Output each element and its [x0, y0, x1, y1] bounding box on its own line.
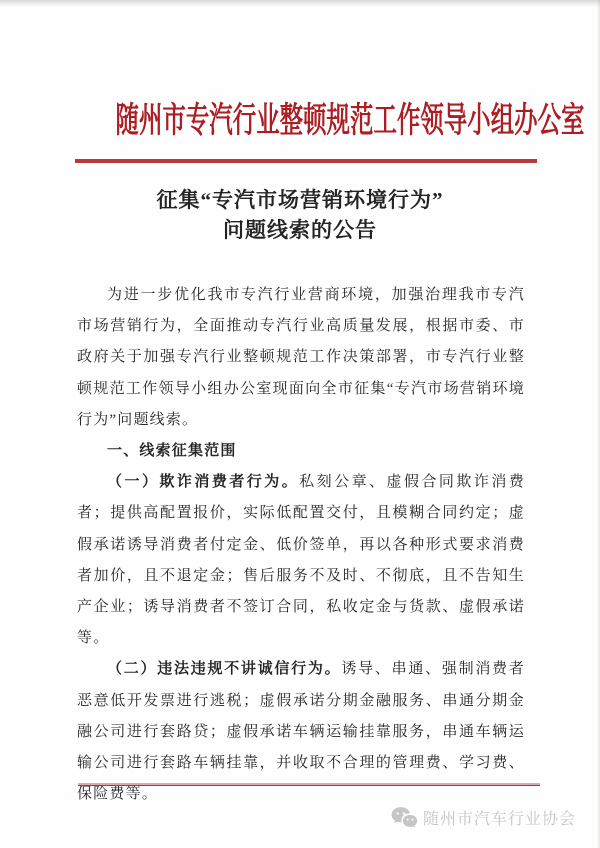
letterhead-text: 随州市专汽行业整顿规范工作领导小组办公室 [115, 101, 585, 140]
item-1-lead: （一）欺诈消费者行为。 [107, 474, 300, 491]
notice-title-line2: 问题线索的公告 [223, 218, 377, 242]
item-1-text: 私刻公章、虚假合同欺诈消费者；提供高配置报价，实际低配置交付，且模糊合同约定；虚假承诺诱导消费者付定金、低价签单，再以各种形式要求消费者加价，且不退定金；售后服务不及时、不彻底，且不告知生产企业；诱导消费者不签订合同，私收定金与货款、虚假承诺等。 [77, 474, 526, 647]
notice-body [77, 280, 525, 810]
wechat-icon [391, 806, 418, 829]
item-2-lead: （二）违法违规不讲诚信行为。 [107, 661, 342, 678]
item-2-paragraph [77, 654, 525, 810]
scan-shadow-top [0, 0, 600, 7]
letterhead-double-rule [75, 159, 537, 163]
notice-title-line1: 征集“专汽市场营销环境行为” [156, 188, 444, 212]
footer-watermark [391, 806, 576, 829]
item-1-paragraph [77, 467, 525, 654]
item-2-text: 诱导、串通、强制消费者恶意低开发票进行逃税；虚假承诺分期金融服务、串通分期金融公司进行套路贷；虚假承诺车辆运输挂靠服务，串通车辆运输公司进行套路车辆挂靠，并收取不合理的管理费、学习费、保险费等。 [77, 661, 526, 803]
section-heading: 一、线索征集范围 [107, 443, 237, 460]
bottom-red-rule [78, 783, 540, 786]
intro-paragraph: 为进一步优化我市专汽行业营商环境，加强治理我市专汽市场营销行为，全面推动专汽行业高质量发展，根据市委、市政府关于加强专汽行业整顿规范工作决策部署，市专汽行业整顿规范工作领导小组办公室现面向全市征集“专汽市场营销环境行为”问题线索。 [77, 287, 525, 428]
watermark-text: 随州市汽车行业协会 [422, 811, 576, 828]
letterhead-title [0, 96, 600, 146]
